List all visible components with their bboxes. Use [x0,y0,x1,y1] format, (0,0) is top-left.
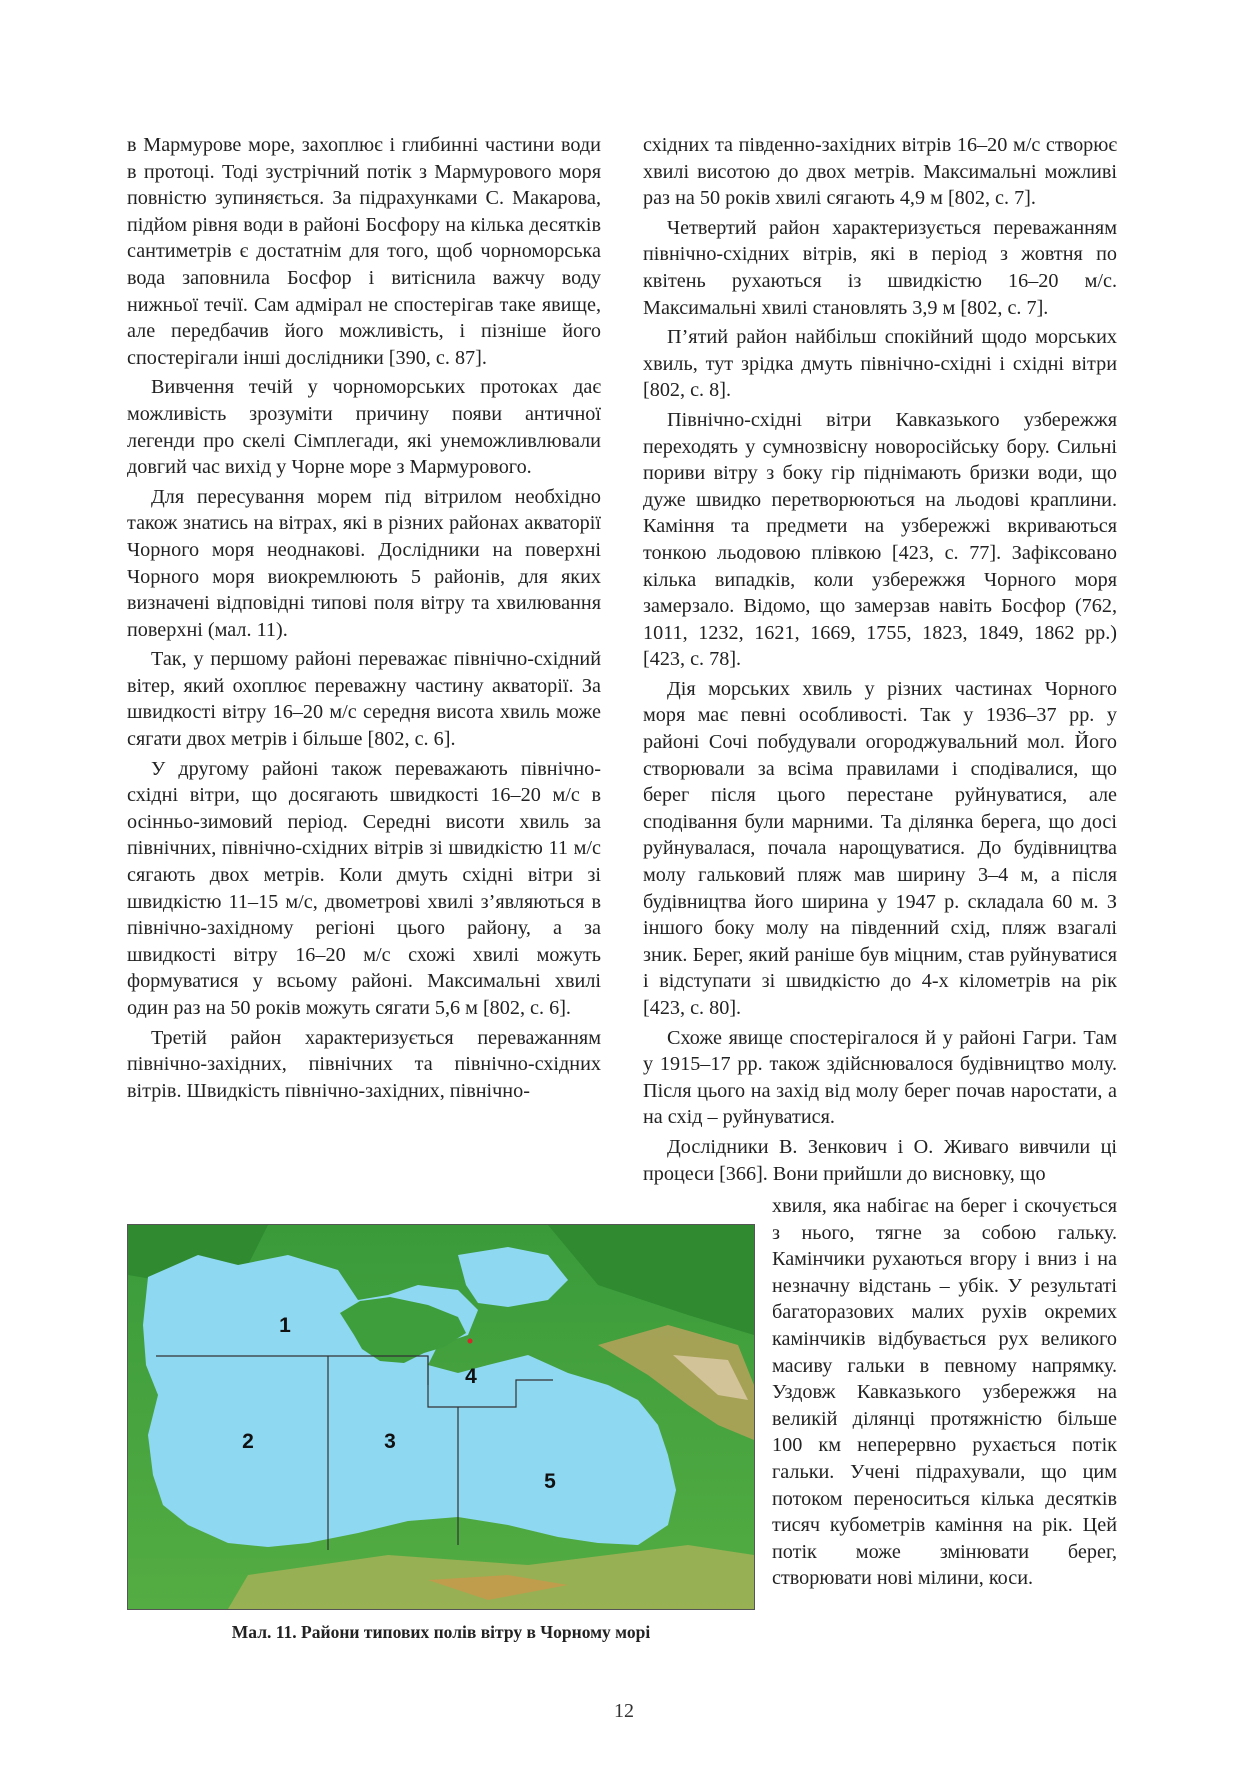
paragraph: в Мармурове море, захоплює і глибинні частини води в протоці. Тоді зустрічний потік з Мармурового моря повністю зупиняється. За підрахунками С. Макарова, підйом рівня води в районі Босфору на кілька десятків сантиметрів є достатнім для того, щоб чорноморська вода заповнила Босфор і витіснила важчу воду нижньої течії. Сам адмірал не спостерігав таке явище, але передбачив його можливість, і пізніше його спостерігали інші дослідники [390, с. 87]. [127,134,601,369]
paragraph: східних та південно-західних вітрів 16–20 м/с створює хвилі висотою до двох метрів. Максимальні можливі раз на 50 років хвилі сягають 4,9 м [802, с. 7]. [643,134,1117,210]
left-column [127,132,601,1107]
figure-caption: Мал. 11. Райони типових полів вітру в Чорному морі [231,1622,651,1642]
paragraph: Дія морських хвиль у різних частинах Чорного моря має певні особливості. Так у 1936–37 рр. у районі Сочі побудували огороджувальний мол. Його створювали за всіма правилами і сподівалися, що берег після цього перестане руйнуватися, але сподівання були марними. Та ділянка берега, що досі руйнувалася, почала нарощуватися. До будівництва молу гальковий пляж мав ширину 3–4 м, а після будівництва його ширина у 1947 р. складала 60 м. З іншого боку молу на південний схід, пляж взагалі зник. Берег, який раніше був міцним, став руйнуватися і відступати зі швидкістю до 4-х кілометрів на рік [423, с. 80]. [643,677,1117,1019]
paragraph: Так, у першому районі переважає північно-східний вітер, який охоплює переважну частину акваторії. За швидкості вітру 16–20 м/с середня висота хвиль може сягати двох метрів і більше [802, с. 6]. [127,648,601,751]
paragraph: П’ятий район найбільш спокійний щодо морських хвиль, тут зрідка дмуть північно-східні і східні вітри [802, с. 8]. [643,326,1117,402]
paragraph: Вивчення течій у чорноморських протоках дає можливість зрозуміти причину появи античної легенди про скелі Сімплегади, які унеможливлювали довгий час вихід у Чорне море з Мармурового. [127,376,601,479]
wrapped-text-beside-figure [772,1193,1117,1592]
paragraph: Північно-східні вітри Кавказького узбережжя переходять у сумнозвісну новоросійську бору. Сильні пориви вітру з боку гір піднімають бризки води, що дуже швидко перетворюються на льодові краплини. Каміння та предмети на узбережжі вкриваються тонкою льодовою плівкою [423, с. 77]. Зафіксовано кілька випадків, коли узбережжя Чорного моря замерзало. Відомо, що замерзав навіть Босфор (762, 1011, 1232, 1621, 1669, 1755, 1823, 1849, 1862 рр.) [423, с. 78]. [643,408,1117,671]
paragraph: Схоже явище спостерігалося й у районі Гагри. Там у 1915–17 рр. також здійснювалося будівництво молу. Після цього на захід від молу берег почав наростати, а на схід – руйнуватися. [643,1026,1117,1129]
page-number: 12 [614,1700,634,1722]
paragraph: Дослідники В. Зенкович і О. Живаго вивчили ці процеси [366]. Вони прийшли до висновку, що [643,1135,1117,1185]
black-sea-wind-regions-map [127,1224,755,1610]
region-label: 1 [279,1314,291,1337]
region-label: 5 [544,1470,556,1493]
paragraph: Третій район характеризується переважанням північно-західних, північних та північно-східних вітрів. Швидкість північно-західних, північно- [127,1026,601,1102]
right-column [643,132,1117,1190]
paragraph: У другому районі також переважають північно-східні вітри, що досягають швидкості 16–20 м/с в осінньо-зимовий період. Середні висоти хвиль за північних, північно-східних вітрів зі швидкістю 11 м/с сягають двох метрів. Коли дмуть східні вітри зі швидкістю 11–15 м/с, двометрові хвилі з’являються в північно-західному регіоні цього району, а за швидкості вітру 16–20 м/с схожі хвилі можуть формуватися у всьому районі. Максимальні хвилі один раз на 50 років можуть сягати 5,6 м [802, с. 6]. [127,757,601,1019]
region-label: 2 [242,1430,254,1453]
region-label: 4 [465,1365,477,1388]
region-label: 3 [384,1430,396,1453]
paragraph: Четвертий район характеризується переважанням північно-східних вітрів, які в період з жовтня по квітень рухаються із швидкістю 16–20 м/с. Максимальні хвилі становлять 3,9 м [802, с. 7]. [643,216,1117,319]
paragraph: Для пересування морем під вітрилом необхідно також знатись на вітрах, які в різних районах акваторії Чорного моря неоднакові. Дослідники на поверхні Чорного моря виокремлюють 5 районів, для яких визначені відповідні типові поля вітру та хвилювання поверхні (мал. 11). [127,485,601,641]
kerch-strait-marker [468,1339,473,1344]
paragraph-continuation: хвиля, яка набігає на берег і скочується з нього, тягне за собою гальку. Камінчики рухаються вгору і вниз і на незначну відстань – убік. У результаті багаторазових малих рухів окремих камінчиків відбувається рух великого масиву гальки в певному напрямку. Уздовж Кавказького узбережжя на великій ділянці протяжністю більше 100 км неперервно рухається потік гальки. Учені підрахували, що цим потоком переноситься кілька десятків тисяч кубометрів каміння на рік. Цей потік може змінювати берег, створювати нові мілини, коси. [772,1195,1117,1590]
